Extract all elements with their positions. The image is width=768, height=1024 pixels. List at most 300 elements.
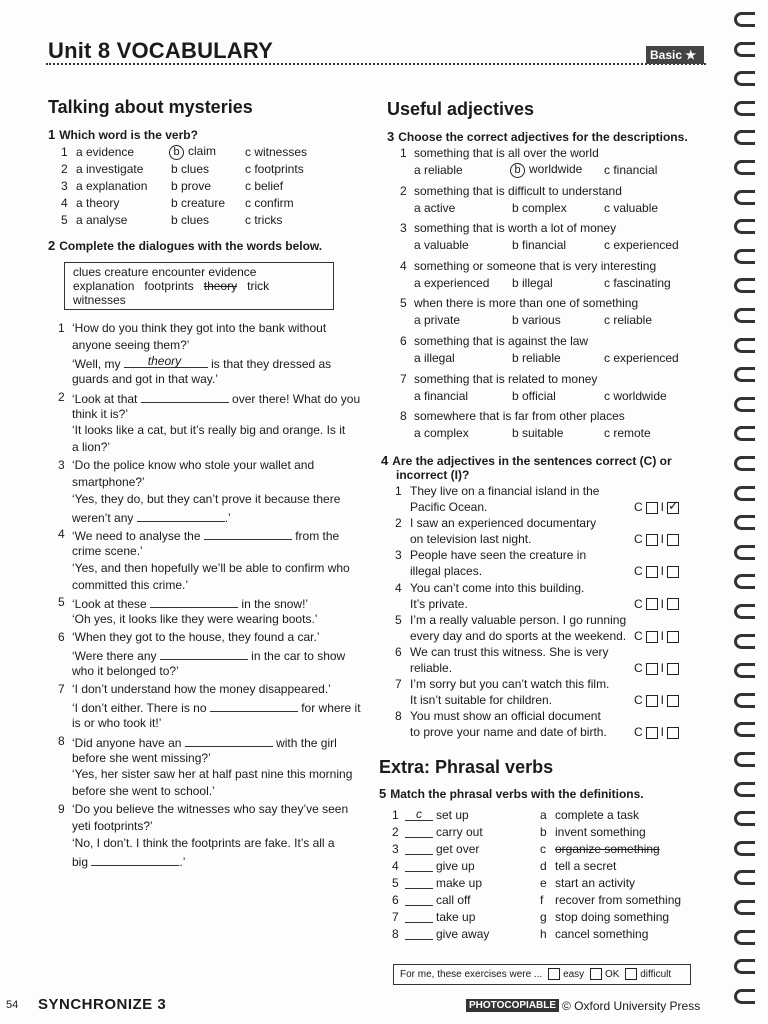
item-number: 3 <box>58 458 65 473</box>
definition-letter: d <box>540 859 547 873</box>
spiral-coil <box>734 278 755 293</box>
definition: organize something <box>555 842 660 856</box>
definition-letter: b <box>540 825 547 839</box>
item-number: 8 <box>58 733 65 748</box>
dialogue-text: ‘Do the police know who stole your wallet and <box>72 458 315 473</box>
option-b[interactable]: b official <box>512 388 556 403</box>
dialogue-line <box>72 561 350 575</box>
dialogue-text: committed this crime.’ <box>72 577 189 592</box>
dialogue-text: ‘Oh yes, it looks like they were wearing boots.’ <box>72 612 318 627</box>
option-b[interactable]: b complex <box>512 200 567 215</box>
option-b[interactable]: b illegal <box>512 275 553 290</box>
dialogue-line <box>72 492 340 506</box>
correct-label: C <box>634 725 643 740</box>
option-a[interactable]: a investigate <box>76 162 144 176</box>
option-c[interactable]: c tricks <box>245 213 283 227</box>
dialogue-text: ‘We need to analyse the <box>72 528 204 543</box>
dialogue-line <box>72 440 110 454</box>
written-answer: theory <box>147 353 182 368</box>
option-c[interactable]: c fascinating <box>604 275 671 290</box>
correct-label: C <box>634 661 643 675</box>
title-divider <box>46 63 706 65</box>
answer-blank[interactable] <box>185 734 273 747</box>
correct-checkbox[interactable] <box>646 598 658 610</box>
dialogue-line <box>72 612 317 626</box>
correct-label: C <box>634 532 643 547</box>
option-b[interactable]: b financial <box>512 238 567 253</box>
incorrect-label: I <box>660 628 665 643</box>
phrasal-verb: take up <box>436 910 476 924</box>
option-number: 2 <box>61 162 68 176</box>
spiral-coil <box>734 811 755 826</box>
spiral-coil <box>734 397 755 412</box>
option-c[interactable]: c belief <box>245 179 284 193</box>
option-a[interactable]: a private <box>414 313 461 328</box>
answer-blank[interactable] <box>405 825 433 838</box>
exercise-3-instruction <box>387 129 688 144</box>
definition: stop doing something <box>555 910 670 924</box>
definition-letter: a <box>540 808 547 822</box>
spiral-coil <box>734 426 755 441</box>
dialogue-line <box>72 784 215 798</box>
dialogue-text: ‘Yes, and then hopefully we’ll be able to confirm who <box>72 560 350 575</box>
option-c[interactable]: c worldwide <box>604 388 667 403</box>
section-title-mysteries: Talking about mysteries <box>48 97 253 117</box>
correct-label: C <box>634 693 643 708</box>
item-number: 8 <box>395 709 402 724</box>
word-bank-words: explanation footprints <box>73 279 204 293</box>
correct-checkbox[interactable] <box>646 566 658 578</box>
incorrect-checkbox[interactable] <box>667 695 679 707</box>
answer-blank[interactable] <box>150 595 238 608</box>
answer-blank[interactable] <box>204 527 292 540</box>
correct-label: C <box>634 500 643 514</box>
phrasal-verb: call off <box>436 893 471 907</box>
feedback-box <box>393 964 691 985</box>
difficult-label: difficult <box>640 969 672 980</box>
feedback-prompt: For me, these exercises were ... <box>400 969 543 980</box>
exercise-1-instruction <box>48 127 198 142</box>
dialogue-line <box>72 407 128 421</box>
spiral-coil <box>734 456 755 471</box>
option-c[interactable]: c confirm <box>245 196 294 210</box>
dialogue-line <box>72 527 339 543</box>
item-number: 6 <box>395 645 402 659</box>
item-number: 1 <box>58 321 65 335</box>
item-number: 1 <box>395 484 402 498</box>
option-b[interactable]: b reliable <box>512 351 561 365</box>
dialogue-text: ‘Do you believe the witnesses who say they’ve seen <box>72 802 349 817</box>
option-a[interactable]: a analyse <box>76 213 128 227</box>
dialogue-line <box>72 716 161 730</box>
spiral-coil <box>734 249 755 264</box>
sentence-line: to prove your name and date of birth. <box>410 725 607 740</box>
sentence-line: I’m sorry but you can’t watch this film. <box>410 677 610 692</box>
exercise-number: 4 <box>381 453 389 468</box>
item-number: 6 <box>392 893 399 907</box>
dialogue-line <box>72 595 308 611</box>
incorrect-checkbox[interactable] <box>667 631 679 643</box>
correct-checkbox[interactable] <box>646 534 658 546</box>
easy-label: easy <box>563 969 585 980</box>
exercise-number: 1 <box>48 127 56 142</box>
correct-incorrect-choice <box>634 497 682 514</box>
option-a[interactable]: a reliable <box>414 163 463 177</box>
phrasal-verb: give away <box>436 927 490 941</box>
answer-blank[interactable] <box>160 647 248 660</box>
written-answer: c <box>416 807 422 821</box>
definition: tell a secret <box>555 859 617 873</box>
spiral-coil <box>734 486 755 501</box>
publisher-credit: © Oxford University Press <box>562 999 701 1013</box>
item-number: 6 <box>400 334 407 348</box>
dialogue-text: ‘Were there any <box>72 649 160 664</box>
exercise-number: 5 <box>379 786 387 801</box>
option-a[interactable]: a explanation <box>76 179 148 193</box>
difficult-checkbox[interactable] <box>625 968 637 980</box>
dialogue-text: ‘Well, my <box>72 356 124 371</box>
answer-blank[interactable] <box>405 893 433 906</box>
item-number: 6 <box>58 630 65 645</box>
option-a[interactable]: a evidence <box>76 145 135 159</box>
spiral-coil <box>734 722 755 737</box>
incorrect-checkbox[interactable] <box>667 566 679 578</box>
correct-incorrect-choice <box>634 564 682 578</box>
dialogue-text: ‘When they got to the house, they found a car.’ <box>72 630 320 645</box>
instruction-text: Complete the dialogues with the words below. <box>59 239 323 253</box>
description: somewhere that is far from other places <box>414 409 625 424</box>
dialogue-text: weren’t any <box>72 510 137 525</box>
definition-letter: g <box>540 910 547 924</box>
dialogue-text: ‘Look at that <box>72 391 141 406</box>
word-bank-words: trick <box>237 279 270 293</box>
item-number: 3 <box>400 221 407 236</box>
item-number: 2 <box>400 183 407 198</box>
spiral-coil <box>734 219 755 234</box>
spiral-coil <box>734 752 755 767</box>
answer-blank[interactable] <box>405 876 433 889</box>
option-a[interactable]: a illegal <box>414 351 455 365</box>
exercise-2-instruction <box>48 238 322 253</box>
item-number: 8 <box>400 409 407 424</box>
dialogue-text: before she went missing?’ <box>72 750 211 765</box>
dialogue-line <box>72 355 331 371</box>
incorrect-checkbox[interactable] <box>667 598 679 610</box>
correct-label: C <box>634 628 643 643</box>
correct-checkbox[interactable] <box>646 631 658 643</box>
option-number: 3 <box>61 179 68 193</box>
spiral-coil <box>734 841 755 856</box>
option-b-selected[interactable] <box>169 144 216 160</box>
option-a[interactable]: a complex <box>414 426 469 441</box>
item-number: 7 <box>400 371 407 386</box>
dialogue-text: .’ <box>224 510 231 525</box>
instruction-text: Are the adjectives in the sentences correct (C) or <box>392 454 672 468</box>
dialogue-text: crime scene.’ <box>72 543 143 558</box>
incorrect-checkbox[interactable] <box>667 497 679 514</box>
correct-label: C <box>634 564 643 579</box>
sentence-line: It’s private. <box>410 596 468 611</box>
incorrect-checkbox[interactable] <box>667 663 679 675</box>
option-b[interactable]: b suitable <box>512 426 564 441</box>
option-letter-circled: b <box>169 145 184 160</box>
dialogue-line <box>72 338 189 352</box>
definition: invent something <box>555 825 646 839</box>
spiral-coil <box>734 12 755 27</box>
spiral-coil <box>734 367 755 382</box>
sentence-line: every day and do sports at the weekend. <box>410 628 627 643</box>
option-a[interactable]: a valuable <box>414 238 469 253</box>
spiral-coil <box>734 42 755 57</box>
option-letter-circled: b <box>510 163 525 178</box>
spiral-coil <box>734 130 755 145</box>
answer-blank[interactable] <box>137 509 225 522</box>
dialogue-text: in the car to show <box>247 649 346 664</box>
spiral-coil <box>734 959 755 974</box>
item-number: 7 <box>392 910 399 924</box>
spiral-coil <box>734 900 755 915</box>
spiral-coil <box>734 782 755 797</box>
instruction-text: Which word is the verb? <box>59 128 198 142</box>
word-bank-line <box>73 279 269 293</box>
incorrect-label: I <box>660 564 665 579</box>
exercise-number: 3 <box>387 129 395 144</box>
spiral-coil <box>734 71 755 86</box>
description: something that is worth a lot of money <box>414 221 617 236</box>
dialogue-text: over there! What do you <box>228 391 361 406</box>
spiral-coil <box>734 989 755 1004</box>
dialogue-text: think it is?’ <box>72 406 129 421</box>
description: something that is difficult to understand <box>414 183 622 198</box>
item-number: 4 <box>400 258 407 273</box>
word-bank-box <box>64 262 334 310</box>
sentence-line: I’m a really valuable person. I go running <box>410 612 627 627</box>
incorrect-label: I <box>660 596 665 611</box>
description: something that is all over the world <box>414 146 599 160</box>
option-number: 1 <box>61 145 68 159</box>
ok-label: OK <box>604 969 620 980</box>
option-c[interactable]: c reliable <box>604 313 653 328</box>
incorrect-checkbox[interactable] <box>667 534 679 546</box>
item-number: 3 <box>392 842 399 856</box>
correct-label: C <box>634 596 643 611</box>
option-b[interactable]: b clues <box>171 213 210 227</box>
answer-blank[interactable] <box>405 808 433 821</box>
answer-blank[interactable] <box>141 390 229 403</box>
option-c[interactable]: c footprints <box>245 162 304 176</box>
dialogue-text: ‘I don’t understand how the money disappeared.’ <box>72 681 331 696</box>
word-bank-used-word: theory <box>203 279 238 293</box>
incorrect-label: I <box>660 661 665 675</box>
item-number: 1 <box>400 146 407 160</box>
option-b[interactable]: b creature <box>171 196 226 210</box>
spiral-coil <box>734 515 755 530</box>
easy-checkbox[interactable] <box>548 968 560 980</box>
section-title-adjectives: Useful adjectives <box>387 99 535 119</box>
dialogue-line <box>72 630 320 644</box>
phrasal-verb: give up <box>436 859 475 873</box>
item-number: 8 <box>392 927 399 941</box>
phrasal-verb: make up <box>436 876 483 890</box>
dialogue-text: big <box>72 854 92 869</box>
sentence-line: They live on a financial island in the <box>410 484 600 498</box>
dialogue-text: smartphone?’ <box>72 475 145 490</box>
dialogue-text: ‘No, I don’t. I think the footprints are fake. It’s all a <box>72 836 335 850</box>
item-number: 4 <box>58 526 65 541</box>
option-c[interactable]: c financial <box>604 163 658 177</box>
dialogue-line <box>72 802 348 816</box>
option-c[interactable]: c experienced <box>604 238 679 253</box>
dialogue-text: with the girl <box>272 735 337 750</box>
dialogue-line <box>72 509 231 525</box>
answer-blank[interactable] <box>405 910 433 923</box>
sentence-line: Pacific Ocean. <box>410 500 488 514</box>
correct-incorrect-choice <box>634 661 682 675</box>
incorrect-label: I <box>660 693 665 708</box>
option-b-selected[interactable] <box>510 162 582 178</box>
sentence-line: reliable. <box>410 661 453 675</box>
option-c[interactable]: c witnesses <box>245 145 308 159</box>
spiral-binding <box>728 0 768 1024</box>
incorrect-label: I <box>660 532 665 547</box>
instruction-text: Choose the correct adjectives for the descriptions. <box>398 130 688 144</box>
dialogue-line <box>72 699 361 715</box>
option-a[interactable]: a theory <box>76 196 120 210</box>
definition-letter: c <box>540 842 546 856</box>
correct-incorrect-choice <box>634 597 682 611</box>
option-a[interactable]: a experienced <box>414 275 490 290</box>
definition: cancel something <box>555 927 649 941</box>
answer-blank[interactable] <box>124 355 208 368</box>
incorrect-label: I <box>660 725 665 740</box>
ok-checkbox[interactable] <box>590 968 602 980</box>
incorrect-checkbox[interactable] <box>667 727 679 739</box>
dialogue-text: ‘Look at these <box>72 597 151 612</box>
answer-blank[interactable] <box>405 927 433 940</box>
dialogue-line <box>72 578 188 592</box>
spiral-coil <box>734 604 755 619</box>
dialogue-text: before she went to school.’ <box>72 784 215 799</box>
definition: complete a task <box>555 808 640 822</box>
spiral-coil <box>734 338 755 353</box>
spiral-coil <box>734 930 755 945</box>
dialogue-line <box>72 647 345 663</box>
dialogue-text: ‘How do you think they got into the bank without <box>72 321 327 335</box>
item-number: 5 <box>392 876 399 890</box>
dialogue-text: ‘Yes, her sister saw her at half past nine this morning <box>72 767 353 782</box>
answer-blank[interactable] <box>405 859 433 872</box>
page-title: Unit 8 VOCABULARY <box>48 38 274 63</box>
definition: recover from something <box>555 893 682 907</box>
correct-checkbox[interactable] <box>646 727 658 739</box>
dialogue-text: is or who took it!’ <box>72 715 162 730</box>
option-b[interactable]: b various <box>512 313 561 328</box>
dialogue-line <box>72 664 179 678</box>
incorrect-label: I <box>660 500 665 514</box>
dialogue-text: in the snow!’ <box>238 597 309 612</box>
spiral-coil <box>734 308 755 323</box>
option-c[interactable]: c remote <box>604 426 651 441</box>
dialogue-text: ‘Did anyone have an <box>72 735 185 750</box>
sentence-line: We can trust this witness. She is very <box>410 645 609 659</box>
dialogue-line <box>72 458 314 472</box>
option-b[interactable]: b clues <box>171 162 210 176</box>
dialogue-text: who it belonged to?’ <box>72 664 179 678</box>
dialogue-line <box>72 390 360 406</box>
spiral-coil <box>734 190 755 205</box>
option-c[interactable]: c experienced <box>604 351 679 365</box>
item-number: 7 <box>58 681 65 696</box>
description: something or someone that is very interesting <box>414 258 657 273</box>
sentence-line: on television last night. <box>410 532 532 547</box>
option-a[interactable]: a active <box>414 200 456 215</box>
description: something that is related to money <box>414 371 598 386</box>
spiral-coil <box>734 545 755 560</box>
item-number: 2 <box>58 389 65 404</box>
sentence-line: I saw an experienced documentary <box>410 516 597 531</box>
correct-checkbox[interactable] <box>646 502 658 514</box>
dialogue-line <box>72 544 143 558</box>
item-number: 7 <box>395 677 402 692</box>
page-number: 54 <box>6 999 19 1011</box>
dialogue-line <box>72 751 211 765</box>
item-number: 3 <box>395 548 402 563</box>
dialogue-text: is that they dressed as <box>207 356 332 371</box>
dialogue-text: ‘Yes, they do, but they can’t prove it because there <box>72 492 341 506</box>
definition-letter: h <box>540 927 547 941</box>
spiral-coil <box>734 574 755 589</box>
dialogue-text: a lion?’ <box>72 440 111 455</box>
exercise-4-instruction-cont: incorrect (I)? <box>396 468 470 482</box>
description: something that is against the law <box>414 334 589 348</box>
dialogue-line <box>72 734 337 750</box>
spiral-coil <box>734 101 755 116</box>
sentence-line: You can’t come into this building. <box>410 580 585 595</box>
option-b[interactable]: b prove <box>171 179 212 193</box>
section-title-phrasal-verbs: Extra: Phrasal verbs <box>379 757 554 777</box>
item-number: 4 <box>392 859 399 873</box>
correct-checkbox[interactable] <box>646 695 658 707</box>
dialogue-line <box>72 767 352 781</box>
option-number: 4 <box>61 196 68 210</box>
dialogue-text: from the <box>291 528 340 543</box>
answer-blank[interactable] <box>405 842 433 855</box>
sentence-line: It isn’t suitable for children. <box>410 693 553 708</box>
option-word: worldwide <box>529 162 583 176</box>
option-number: 5 <box>61 213 68 227</box>
option-a[interactable]: a financial <box>414 388 469 403</box>
sentence-line: illegal places. <box>410 564 483 579</box>
correct-incorrect-choice <box>634 725 682 739</box>
level-badge: Basic ★ <box>646 46 704 64</box>
dialogue-text: anyone seeing them?’ <box>72 337 190 352</box>
dialogue-line <box>72 836 335 850</box>
answer-blank[interactable] <box>210 699 298 712</box>
option-word: claim <box>188 144 217 158</box>
dialogue-text: ‘I don’t either. There is no <box>72 700 210 715</box>
correct-checkbox[interactable] <box>646 663 658 675</box>
dialogue-line <box>72 819 153 833</box>
definition-letter: f <box>540 893 544 907</box>
option-c[interactable]: c valuable <box>604 200 659 215</box>
item-number: 1 <box>392 808 399 822</box>
item-number: 2 <box>392 825 399 839</box>
answer-blank[interactable] <box>91 853 179 866</box>
spiral-coil <box>734 160 755 175</box>
correct-incorrect-choice <box>634 693 682 707</box>
item-number: 2 <box>395 516 402 531</box>
phrasal-verb: get over <box>436 842 480 856</box>
